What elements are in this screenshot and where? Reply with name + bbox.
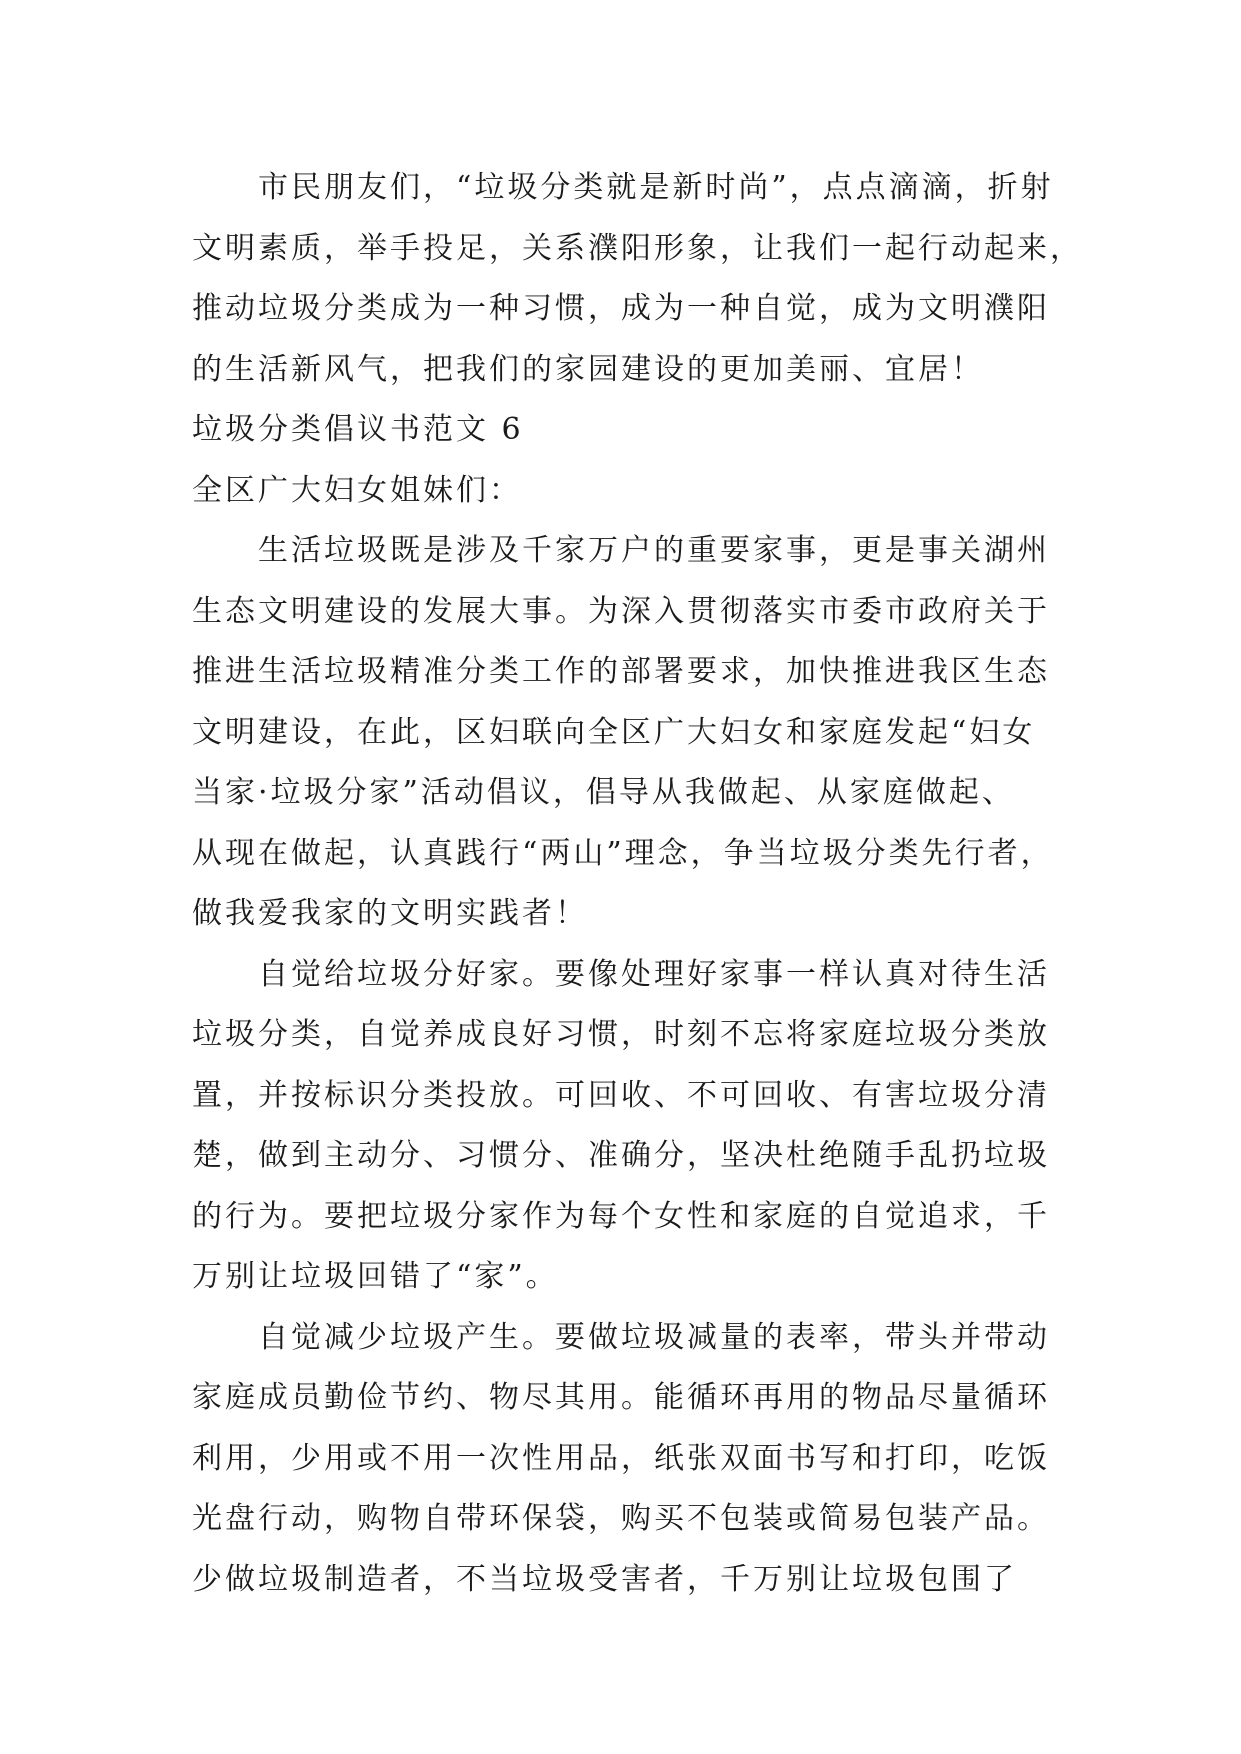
text-line: 垃圾分类，自觉养成良好习惯，时刻不忘将家庭垃圾分类放: [192, 1017, 1050, 1052]
text-line: 利用，少用或不用一次性用品，纸张双面书写和打印，吃饭: [192, 1440, 1050, 1476]
text-line: 文明素质，举手投足，关系濮阳形象，让我们一起行动起来，: [192, 230, 1083, 266]
paragraph-intro: [192, 521, 1072, 945]
text-line: 市民朋友们，“垃圾分类就是新时尚”，点点滴滴，折射: [258, 170, 1054, 205]
text-line: 光盘行动，购物自带环保袋，购买不包装或简易包装产品。: [192, 1501, 1050, 1536]
paragraph-sorting: [192, 945, 1072, 1308]
salutation-text: 全区广大妇女姐妹们：: [192, 472, 522, 508]
text-line: 推进生活垃圾精准分类工作的部署要求，加快推进我区生态: [192, 654, 1050, 689]
text-line: 自觉给垃圾分好家。要像处理好家事一样认真对待生活: [258, 956, 1050, 992]
text-line: 置，并按标识分类投放。可回收、不可回收、有害垃圾分清: [192, 1077, 1050, 1113]
text-line: 生态文明建设的发展大事。为深入贯彻落实市委市政府关于: [192, 593, 1050, 629]
paragraph-reduction: [192, 1308, 1072, 1611]
text-line: 文明建设，在此，区妇联向全区广大妇女和家庭发起“妇女: [192, 714, 1036, 750]
text-line: 的生活新风气，把我们的家园建设的更加美丽、宜居！: [192, 351, 984, 387]
heading-text: 垃圾分类倡议书范文 6: [192, 412, 524, 447]
text-line: 从现在做起，认真践行“两山”理念，争当垃圾分类先行者，: [192, 835, 1054, 871]
document-body: [192, 158, 1083, 1610]
text-line: 生活垃圾既是涉及千家万户的重要家事，更是事关湖州: [258, 533, 1050, 568]
text-line: 万别让垃圾回错了“家”。: [192, 1259, 559, 1294]
text-line: 当家·垃圾分家”活动倡议，倡导从我做起、从家庭做起、: [192, 775, 1015, 810]
text-line: 自觉减少垃圾产生。要做垃圾减量的表率，带头并带动: [258, 1319, 1050, 1355]
salutation: [192, 461, 1072, 522]
text-line: 推动垃圾分类成为一种习惯，成为一种自觉，成为文明濮阳: [192, 291, 1050, 326]
text-line: 做我爱我家的文明实践者！: [192, 896, 588, 931]
text-line: 楚，做到主动分、习惯分、准确分，坚决杜绝随手乱扔垃圾: [192, 1138, 1050, 1173]
text-line: 家庭成员勤俭节约、物尽其用。能循环再用的物品尽量循环: [192, 1380, 1050, 1415]
text-line: 的行为。要把垃圾分家作为每个女性和家庭的自觉追求，千: [192, 1198, 1050, 1234]
section-heading: [192, 400, 1072, 461]
text-line: 少做垃圾制造者，不当垃圾受害者，千万别让垃圾包围了: [192, 1561, 1017, 1597]
paragraph-closing-appeal: [192, 158, 1083, 400]
